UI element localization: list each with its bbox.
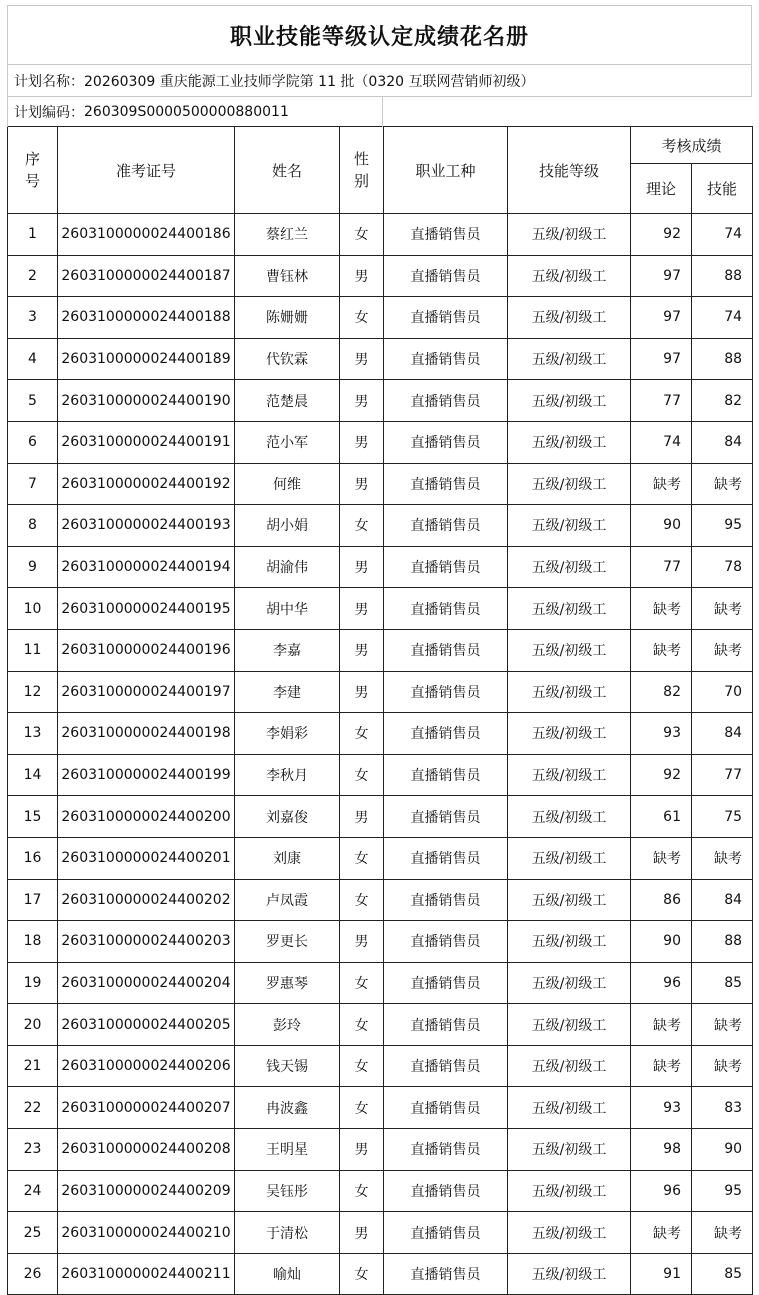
cell-theory: 92 <box>631 214 692 256</box>
cell-gender: 男 <box>340 463 384 505</box>
cell-skill: 74 <box>692 297 753 339</box>
cell-exam-no: 2603100000024400198 <box>58 713 235 755</box>
cell-seq: 6 <box>8 421 58 463</box>
cell-gender: 女 <box>340 1004 384 1046</box>
cell-occupation: 直播销售员 <box>384 297 508 339</box>
cell-name: 彭玲 <box>235 1004 340 1046</box>
cell-level: 五级/初级工 <box>508 546 631 588</box>
cell-occupation: 直播销售员 <box>384 671 508 713</box>
plan-code-label: 计划编码： <box>14 105 84 121</box>
cell-skill: 95 <box>692 505 753 547</box>
header-name: 姓名 <box>235 127 340 214</box>
cell-theory: 82 <box>631 671 692 713</box>
cell-level: 五级/初级工 <box>508 380 631 422</box>
cell-name: 钱天锡 <box>235 1045 340 1087</box>
cell-occupation: 直播销售员 <box>384 1004 508 1046</box>
cell-gender: 女 <box>340 962 384 1004</box>
cell-skill: 75 <box>692 796 753 838</box>
cell-gender: 女 <box>340 505 384 547</box>
cell-theory: 97 <box>631 297 692 339</box>
cell-occupation: 直播销售员 <box>384 255 508 297</box>
cell-gender: 男 <box>340 629 384 671</box>
cell-exam-no: 2603100000024400186 <box>58 214 235 256</box>
cell-seq: 8 <box>8 505 58 547</box>
cell-occupation: 直播销售员 <box>384 1253 508 1295</box>
table-row <box>8 1087 753 1129</box>
cell-level: 五级/初级工 <box>508 713 631 755</box>
cell-level: 五级/初级工 <box>508 921 631 963</box>
table-row <box>8 1129 753 1171</box>
cell-skill: 74 <box>692 214 753 256</box>
cell-theory: 缺考 <box>631 463 692 505</box>
table-row <box>8 1170 753 1212</box>
table-row <box>8 338 753 380</box>
plan-name-label: 计划名称： <box>14 73 84 90</box>
cell-name: 胡小娟 <box>235 505 340 547</box>
cell-name: 喻灿 <box>235 1253 340 1295</box>
cell-level: 五级/初级工 <box>508 505 631 547</box>
cell-occupation: 直播销售员 <box>384 1212 508 1254</box>
cell-seq: 24 <box>8 1170 58 1212</box>
cell-theory: 77 <box>631 546 692 588</box>
cell-seq: 19 <box>8 962 58 1004</box>
plan-code-value: 260309S0000500000880011 <box>84 104 289 120</box>
cell-gender: 男 <box>340 546 384 588</box>
cell-gender: 男 <box>340 921 384 963</box>
cell-gender: 男 <box>340 671 384 713</box>
header-gender: 性别 <box>340 127 384 214</box>
cell-exam-no: 2603100000024400209 <box>58 1170 235 1212</box>
table-row <box>8 1004 753 1046</box>
cell-theory: 74 <box>631 421 692 463</box>
table-row <box>8 505 753 547</box>
cell-seq: 21 <box>8 1045 58 1087</box>
cell-occupation: 直播销售员 <box>384 921 508 963</box>
cell-level: 五级/初级工 <box>508 297 631 339</box>
cell-gender: 男 <box>340 588 384 630</box>
cell-seq: 20 <box>8 1004 58 1046</box>
cell-exam-no: 2603100000024400192 <box>58 463 235 505</box>
cell-name: 刘嘉俊 <box>235 796 340 838</box>
cell-skill: 95 <box>692 1170 753 1212</box>
cell-level: 五级/初级工 <box>508 1004 631 1046</box>
cell-skill: 84 <box>692 421 753 463</box>
cell-theory: 90 <box>631 921 692 963</box>
roster-sheet <box>7 5 752 1295</box>
cell-name: 于清松 <box>235 1212 340 1254</box>
cell-seq: 23 <box>8 1129 58 1171</box>
cell-seq: 17 <box>8 879 58 921</box>
cell-theory: 61 <box>631 796 692 838</box>
table-row <box>8 837 753 879</box>
cell-seq: 9 <box>8 546 58 588</box>
cell-seq: 22 <box>8 1087 58 1129</box>
cell-skill: 88 <box>692 255 753 297</box>
cell-name: 陈姗姗 <box>235 297 340 339</box>
cell-seq: 18 <box>8 921 58 963</box>
header-theory: 理论 <box>631 164 692 214</box>
cell-occupation: 直播销售员 <box>384 629 508 671</box>
cell-seq: 16 <box>8 837 58 879</box>
cell-name: 代钦霖 <box>235 338 340 380</box>
cell-theory: 缺考 <box>631 1045 692 1087</box>
cell-name: 范楚晨 <box>235 380 340 422</box>
page-title: 职业技能等级认定成绩花名册 <box>7 5 752 64</box>
cell-skill: 85 <box>692 962 753 1004</box>
header-exam-no: 准考证号 <box>58 127 235 214</box>
cell-level: 五级/初级工 <box>508 962 631 1004</box>
cell-seq: 11 <box>8 629 58 671</box>
table-row <box>8 671 753 713</box>
cell-seq: 13 <box>8 713 58 755</box>
cell-gender: 男 <box>340 1212 384 1254</box>
table-row <box>8 962 753 1004</box>
table-row <box>8 713 753 755</box>
cell-theory: 98 <box>631 1129 692 1171</box>
cell-theory: 97 <box>631 255 692 297</box>
cell-skill: 缺考 <box>692 1045 753 1087</box>
cell-exam-no: 2603100000024400195 <box>58 588 235 630</box>
cell-exam-no: 2603100000024400201 <box>58 837 235 879</box>
cell-exam-no: 2603100000024400196 <box>58 629 235 671</box>
cell-name: 胡中华 <box>235 588 340 630</box>
cell-level: 五级/初级工 <box>508 421 631 463</box>
cell-theory: 93 <box>631 1087 692 1129</box>
cell-occupation: 直播销售员 <box>384 837 508 879</box>
table-row <box>8 629 753 671</box>
cell-theory: 90 <box>631 505 692 547</box>
plan-code-row <box>7 96 752 126</box>
cell-theory: 97 <box>631 338 692 380</box>
cell-seq: 26 <box>8 1253 58 1295</box>
cell-seq: 1 <box>8 214 58 256</box>
table-row <box>8 754 753 796</box>
cell-gender: 女 <box>340 1170 384 1212</box>
cell-skill: 77 <box>692 754 753 796</box>
cell-theory: 91 <box>631 1253 692 1295</box>
cell-name: 罗更长 <box>235 921 340 963</box>
cell-occupation: 直播销售员 <box>384 505 508 547</box>
cell-gender: 男 <box>340 338 384 380</box>
cell-seq: 10 <box>8 588 58 630</box>
cell-gender: 女 <box>340 713 384 755</box>
cell-occupation: 直播销售员 <box>384 754 508 796</box>
header-skill: 技能 <box>692 164 753 214</box>
cell-exam-no: 2603100000024400202 <box>58 879 235 921</box>
cell-theory: 缺考 <box>631 1212 692 1254</box>
cell-gender: 男 <box>340 421 384 463</box>
cell-level: 五级/初级工 <box>508 338 631 380</box>
cell-occupation: 直播销售员 <box>384 1087 508 1129</box>
cell-skill: 88 <box>692 338 753 380</box>
cell-theory: 缺考 <box>631 1004 692 1046</box>
cell-seq: 5 <box>8 380 58 422</box>
cell-theory: 86 <box>631 879 692 921</box>
cell-exam-no: 2603100000024400193 <box>58 505 235 547</box>
cell-seq: 3 <box>8 297 58 339</box>
cell-name: 李建 <box>235 671 340 713</box>
cell-skill: 84 <box>692 879 753 921</box>
cell-name: 卢凤霞 <box>235 879 340 921</box>
table-row <box>8 255 753 297</box>
cell-gender: 男 <box>340 380 384 422</box>
cell-name: 王明星 <box>235 1129 340 1171</box>
cell-exam-no: 2603100000024400205 <box>58 1004 235 1046</box>
cell-skill: 85 <box>692 1253 753 1295</box>
header-score-group: 考核成绩 <box>631 127 753 164</box>
score-table <box>7 126 753 1295</box>
cell-exam-no: 2603100000024400194 <box>58 546 235 588</box>
cell-gender: 女 <box>340 1253 384 1295</box>
cell-level: 五级/初级工 <box>508 671 631 713</box>
cell-gender: 女 <box>340 837 384 879</box>
plan-name-value: 20260309 重庆能源工业技师学院第 11 批（0320 互联网营销师初级） <box>84 73 535 90</box>
table-row <box>8 879 753 921</box>
cell-level: 五级/初级工 <box>508 255 631 297</box>
cell-exam-no: 2603100000024400210 <box>58 1212 235 1254</box>
cell-occupation: 直播销售员 <box>384 1170 508 1212</box>
plan-name-row <box>7 64 752 96</box>
cell-exam-no: 2603100000024400204 <box>58 962 235 1004</box>
header-occupation: 职业工种 <box>384 127 508 214</box>
cell-seq: 4 <box>8 338 58 380</box>
cell-theory: 96 <box>631 1170 692 1212</box>
cell-gender: 女 <box>340 879 384 921</box>
cell-name: 李嘉 <box>235 629 340 671</box>
table-row <box>8 588 753 630</box>
cell-theory: 缺考 <box>631 588 692 630</box>
cell-occupation: 直播销售员 <box>384 796 508 838</box>
cell-gender: 女 <box>340 1045 384 1087</box>
cell-skill: 缺考 <box>692 1004 753 1046</box>
cell-name: 曹钰林 <box>235 255 340 297</box>
table-row <box>8 921 753 963</box>
cell-theory: 77 <box>631 380 692 422</box>
table-row <box>8 796 753 838</box>
cell-exam-no: 2603100000024400197 <box>58 671 235 713</box>
cell-level: 五级/初级工 <box>508 214 631 256</box>
table-row <box>8 380 753 422</box>
cell-occupation: 直播销售员 <box>384 421 508 463</box>
cell-seq: 15 <box>8 796 58 838</box>
cell-occupation: 直播销售员 <box>384 338 508 380</box>
cell-occupation: 直播销售员 <box>384 1045 508 1087</box>
cell-exam-no: 2603100000024400191 <box>58 421 235 463</box>
cell-gender: 男 <box>340 255 384 297</box>
cell-name: 李娟彩 <box>235 713 340 755</box>
cell-exam-no: 2603100000024400190 <box>58 380 235 422</box>
cell-level: 五级/初级工 <box>508 837 631 879</box>
cell-seq: 14 <box>8 754 58 796</box>
plan-code-cell <box>7 97 383 127</box>
cell-occupation: 直播销售员 <box>384 1129 508 1171</box>
cell-theory: 93 <box>631 713 692 755</box>
cell-skill: 90 <box>692 1129 753 1171</box>
cell-seq: 25 <box>8 1212 58 1254</box>
cell-exam-no: 2603100000024400188 <box>58 297 235 339</box>
cell-seq: 12 <box>8 671 58 713</box>
table-row <box>8 1045 753 1087</box>
table-row <box>8 1253 753 1295</box>
cell-skill: 78 <box>692 546 753 588</box>
cell-skill: 82 <box>692 380 753 422</box>
cell-level: 五级/初级工 <box>508 1045 631 1087</box>
cell-exam-no: 2603100000024400211 <box>58 1253 235 1295</box>
table-row <box>8 421 753 463</box>
cell-level: 五级/初级工 <box>508 1212 631 1254</box>
cell-level: 五级/初级工 <box>508 588 631 630</box>
cell-name: 何维 <box>235 463 340 505</box>
cell-level: 五级/初级工 <box>508 629 631 671</box>
cell-exam-no: 2603100000024400207 <box>58 1087 235 1129</box>
cell-level: 五级/初级工 <box>508 1129 631 1171</box>
cell-name: 罗惠琴 <box>235 962 340 1004</box>
cell-gender: 女 <box>340 1087 384 1129</box>
cell-theory: 缺考 <box>631 837 692 879</box>
cell-exam-no: 2603100000024400203 <box>58 921 235 963</box>
cell-skill: 缺考 <box>692 588 753 630</box>
cell-gender: 女 <box>340 214 384 256</box>
table-row <box>8 546 753 588</box>
header-level: 技能等级 <box>508 127 631 214</box>
table-row <box>8 463 753 505</box>
cell-gender: 男 <box>340 796 384 838</box>
cell-name: 范小军 <box>235 421 340 463</box>
cell-level: 五级/初级工 <box>508 879 631 921</box>
cell-exam-no: 2603100000024400187 <box>58 255 235 297</box>
cell-exam-no: 2603100000024400199 <box>58 754 235 796</box>
cell-occupation: 直播销售员 <box>384 962 508 1004</box>
cell-level: 五级/初级工 <box>508 754 631 796</box>
cell-name: 吴钰彤 <box>235 1170 340 1212</box>
cell-exam-no: 2603100000024400208 <box>58 1129 235 1171</box>
cell-level: 五级/初级工 <box>508 463 631 505</box>
cell-occupation: 直播销售员 <box>384 380 508 422</box>
cell-occupation: 直播销售员 <box>384 463 508 505</box>
table-row <box>8 214 753 256</box>
cell-level: 五级/初级工 <box>508 1170 631 1212</box>
cell-name: 李秋月 <box>235 754 340 796</box>
cell-occupation: 直播销售员 <box>384 713 508 755</box>
cell-occupation: 直播销售员 <box>384 214 508 256</box>
cell-theory: 96 <box>631 962 692 1004</box>
cell-skill: 缺考 <box>692 1212 753 1254</box>
cell-occupation: 直播销售员 <box>384 546 508 588</box>
cell-skill: 83 <box>692 1087 753 1129</box>
cell-gender: 女 <box>340 297 384 339</box>
cell-occupation: 直播销售员 <box>384 879 508 921</box>
cell-seq: 2 <box>8 255 58 297</box>
table-row <box>8 1212 753 1254</box>
cell-exam-no: 2603100000024400189 <box>58 338 235 380</box>
cell-name: 刘康 <box>235 837 340 879</box>
cell-skill: 84 <box>692 713 753 755</box>
cell-skill: 70 <box>692 671 753 713</box>
header-seq: 序号 <box>8 127 58 214</box>
cell-skill: 缺考 <box>692 629 753 671</box>
cell-exam-no: 2603100000024400200 <box>58 796 235 838</box>
cell-gender: 女 <box>340 754 384 796</box>
cell-skill: 88 <box>692 921 753 963</box>
cell-name: 冉波鑫 <box>235 1087 340 1129</box>
cell-skill: 缺考 <box>692 837 753 879</box>
table-row <box>8 297 753 339</box>
cell-skill: 缺考 <box>692 463 753 505</box>
cell-name: 胡渝伟 <box>235 546 340 588</box>
cell-name: 蔡红兰 <box>235 214 340 256</box>
cell-theory: 92 <box>631 754 692 796</box>
cell-gender: 男 <box>340 1129 384 1171</box>
cell-level: 五级/初级工 <box>508 1253 631 1295</box>
cell-level: 五级/初级工 <box>508 1087 631 1129</box>
cell-theory: 缺考 <box>631 629 692 671</box>
cell-exam-no: 2603100000024400206 <box>58 1045 235 1087</box>
cell-occupation: 直播销售员 <box>384 588 508 630</box>
cell-level: 五级/初级工 <box>508 796 631 838</box>
cell-seq: 7 <box>8 463 58 505</box>
